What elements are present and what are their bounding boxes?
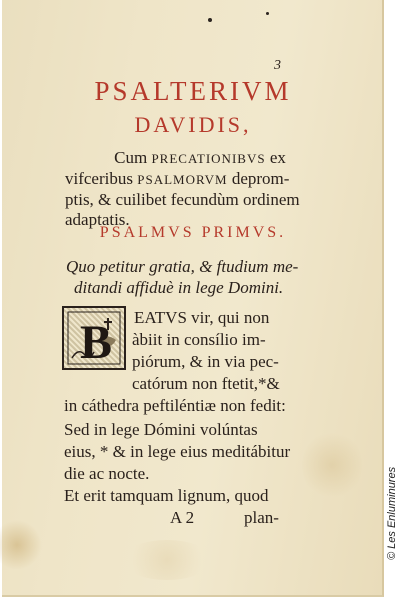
psalm-line: die ac nocte. <box>64 464 150 483</box>
psalm-line: eius, * & in lege eius meditábitur <box>64 442 291 461</box>
psalm-line: piórum, & in via pec- <box>132 352 279 371</box>
initial-letter: B <box>80 316 113 368</box>
psalm-line: EATVS vir, qui non <box>134 308 270 327</box>
decorated-initial <box>62 306 126 370</box>
ink-speck <box>266 12 269 15</box>
image-credit: © Les Enluminures <box>386 466 398 560</box>
psalm-line: Sed in lege Dómini volúntas <box>64 420 258 439</box>
psalm-line: àbiit in consílio im- <box>132 330 266 349</box>
signature-mark: A 2 <box>170 508 195 527</box>
psalm-heading: PSALMVS PRIMVS. <box>99 224 287 241</box>
title-line-2: DAVIDIS, <box>134 112 252 137</box>
catchword: plan- <box>244 508 279 527</box>
subtitle-block: Cum PRECATIONIBVS ex vifceribus PSALMORVM deprom- ptis, & cuilibet fecundùm ordinem adaptatis. <box>65 148 300 229</box>
psalm-line: catórum non ftetit,*& <box>132 374 280 393</box>
book-page <box>2 0 384 597</box>
psalm-argument: Quo petitur gratia, & ftudium me- ditandi affiduè in lege Domini. <box>66 257 299 297</box>
psalm-line: Et erit tamquam lignum, quod <box>64 486 269 505</box>
folio-number: 3 <box>274 58 281 73</box>
title-line-1: PSALTERIVM <box>94 76 292 106</box>
psalm-line: in cáthedra peftiléntiæ non fedit: <box>64 396 286 415</box>
ink-speck <box>208 18 212 22</box>
